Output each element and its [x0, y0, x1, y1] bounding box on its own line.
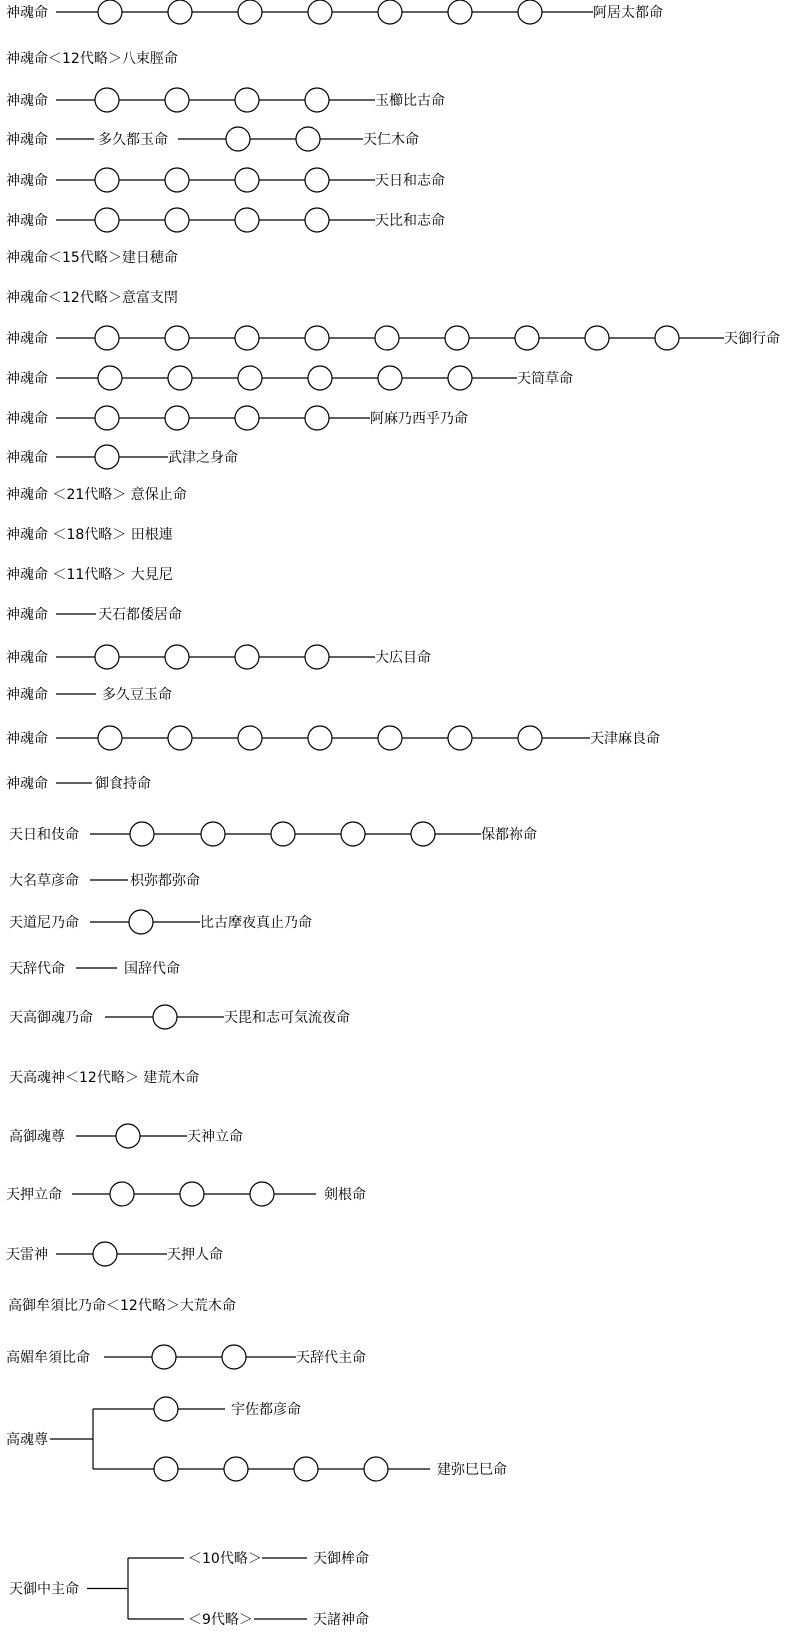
row-3-mid-name: 多久都玉命	[98, 132, 168, 148]
row-0-end-name: 阿居太都命	[593, 5, 663, 21]
row-27-generation-node	[180, 1182, 204, 1206]
row-2-generation-node	[235, 88, 259, 112]
row-2-generation-node	[305, 88, 329, 112]
row-10-generation-node	[95, 406, 119, 430]
row-9-start-name: 神魂命	[6, 371, 48, 387]
row-0-generation-node	[98, 0, 122, 24]
row-27-generation-node	[110, 1182, 134, 1206]
row-3-end-name: 天仁木命	[363, 132, 419, 148]
row-28-generation-node	[93, 1242, 117, 1266]
row-28-start-name: 天雷神	[6, 1247, 48, 1263]
row-11-generation-node	[95, 445, 119, 469]
row-16-start-name: 神魂命	[6, 650, 48, 666]
row-21-start-name: 大名草彦命	[9, 873, 79, 889]
row-4-generation-node	[95, 168, 119, 192]
row-31-branch-1-generation-node	[224, 1457, 248, 1481]
row-32-start-name: 天御中主命	[9, 1581, 79, 1598]
row-1-label: 神魂命＜12代略＞八束脛命	[6, 51, 178, 67]
row-10-generation-node	[305, 406, 329, 430]
row-10-generation-node	[235, 406, 259, 430]
row-4-generation-node	[305, 168, 329, 192]
row-28-end-name: 天押人命	[167, 1247, 223, 1263]
row-15-end-name: 天石都倭居命	[98, 607, 182, 623]
row-3-start-name: 神魂命	[6, 132, 48, 148]
row-10-end-name: 阿麻乃西乎乃命	[370, 411, 468, 427]
row-31-branch-1-generation-node	[154, 1457, 178, 1481]
row-8-generation-node	[585, 326, 609, 350]
row-19-start-name: 神魂命	[6, 776, 48, 792]
row-0-start-name: 神魂命	[6, 5, 48, 21]
row-18-generation-node	[308, 726, 332, 750]
row-2-end-name: 玉櫛比古命	[375, 93, 445, 109]
row-3-generation-node	[226, 127, 250, 151]
row-18-generation-node	[238, 726, 262, 750]
row-20-generation-node	[341, 822, 365, 846]
row-30-generation-node	[152, 1345, 176, 1369]
row-10-start-name: 神魂命	[6, 411, 48, 427]
row-22-start-name: 天道尼乃命	[9, 915, 79, 931]
row-25-label: 天高魂神＜12代略＞ 建荒木命	[9, 1070, 200, 1086]
row-2-generation-node	[165, 88, 189, 112]
row-10-generation-node	[165, 406, 189, 430]
row-0-generation-node	[448, 0, 472, 24]
row-20-generation-node	[411, 822, 435, 846]
row-18-generation-node	[378, 726, 402, 750]
row-8-generation-node	[165, 326, 189, 350]
row-15-start-name: 神魂命	[6, 607, 48, 623]
row-5-generation-node	[165, 208, 189, 232]
row-31-branch-0-generation-node	[154, 1397, 178, 1421]
row-24-start-name: 天高御魂乃命	[9, 1010, 93, 1026]
row-8-generation-node	[375, 326, 399, 350]
row-32-branch-1-gap-label: ＜9代略＞	[188, 1612, 253, 1628]
row-3-generation-node	[296, 127, 320, 151]
row-32-branch-0-gap-label: ＜10代略＞	[188, 1551, 262, 1567]
row-11-end-name: 武津之身命	[168, 450, 238, 466]
row-0-generation-node	[378, 0, 402, 24]
row-24-end-name: 天毘和志可気流夜命	[224, 1010, 350, 1026]
row-30-start-name: 高媚牟須比命	[6, 1350, 90, 1366]
row-9-generation-node	[238, 366, 262, 390]
row-13-label: 神魂命 ＜18代略＞ 田根連	[6, 527, 173, 543]
row-0-generation-node	[518, 0, 542, 24]
row-31-branch-1-generation-node	[364, 1457, 388, 1481]
row-8-generation-node	[515, 326, 539, 350]
row-27-generation-node	[250, 1182, 274, 1206]
row-5-generation-node	[305, 208, 329, 232]
row-30-end-name: 天辞代主命	[296, 1350, 366, 1366]
row-18-generation-node	[518, 726, 542, 750]
row-8-generation-node	[655, 326, 679, 350]
row-31-branch-1-end-name: 建弥巳巳命	[437, 1462, 507, 1478]
row-23-end-name: 国辞代命	[124, 961, 180, 977]
row-31-branch-0-end-name: 宇佐都彦命	[231, 1402, 301, 1418]
row-26-generation-node	[116, 1124, 140, 1148]
row-16-generation-node	[165, 645, 189, 669]
row-27-end-name: 剣根命	[324, 1187, 366, 1203]
row-23-start-name: 天辞代命	[9, 961, 65, 977]
row-0-generation-node	[168, 0, 192, 24]
row-5-generation-node	[95, 208, 119, 232]
row-4-generation-node	[235, 168, 259, 192]
row-20-start-name: 天日和伎命	[9, 827, 79, 843]
row-18-end-name: 天津麻良命	[590, 731, 660, 747]
row-26-end-name: 天神立命	[187, 1129, 243, 1145]
row-5-end-name: 天比和志命	[375, 213, 445, 229]
row-8-generation-node	[235, 326, 259, 350]
row-2-start-name: 神魂命	[6, 93, 48, 109]
row-0-generation-node	[238, 0, 262, 24]
row-20-generation-node	[271, 822, 295, 846]
row-8-end-name: 天御行命	[724, 331, 780, 347]
row-9-generation-node	[168, 366, 192, 390]
row-32-branch-1-end-name: 天諸神命	[313, 1612, 369, 1628]
row-16-generation-node	[305, 645, 329, 669]
row-24-generation-node	[153, 1005, 177, 1029]
row-20-generation-node	[201, 822, 225, 846]
row-31-start-name: 高魂尊	[6, 1432, 48, 1448]
row-8-generation-node	[305, 326, 329, 350]
row-4-end-name: 天日和志命	[375, 173, 445, 189]
row-22-end-name: 比古摩夜真止乃命	[200, 915, 312, 931]
row-2-generation-node	[95, 88, 119, 112]
row-17-end-name: 多久豆玉命	[102, 687, 172, 703]
row-20-end-name: 保都祢命	[481, 827, 537, 843]
row-32-branch-0-end-name: 天御桙命	[313, 1551, 369, 1567]
row-26-start-name: 高御魂尊	[9, 1129, 65, 1145]
row-20-generation-node	[130, 822, 154, 846]
row-11-start-name: 神魂命	[6, 450, 48, 466]
row-30-generation-node	[222, 1345, 246, 1369]
row-0-generation-node	[308, 0, 332, 24]
row-5-generation-node	[235, 208, 259, 232]
row-8-generation-node	[95, 326, 119, 350]
row-16-generation-node	[95, 645, 119, 669]
row-9-generation-node	[308, 366, 332, 390]
row-8-start-name: 神魂命	[6, 331, 48, 347]
row-16-end-name: 大広目命	[375, 650, 431, 666]
row-18-generation-node	[98, 726, 122, 750]
row-7-label: 神魂命＜12代略＞意富支閇	[6, 290, 178, 306]
row-4-start-name: 神魂命	[6, 173, 48, 189]
row-17-start-name: 神魂命	[6, 687, 48, 703]
row-9-end-name: 天筒草命	[517, 371, 573, 387]
row-19-end-name: 御食持命	[95, 776, 151, 792]
row-14-label: 神魂命 ＜11代略＞ 大見尼	[6, 567, 173, 583]
row-4-generation-node	[165, 168, 189, 192]
row-5-start-name: 神魂命	[6, 213, 48, 229]
row-9-generation-node	[98, 366, 122, 390]
row-31-branch-1-generation-node	[294, 1457, 318, 1481]
row-8-generation-node	[445, 326, 469, 350]
row-12-label: 神魂命 ＜21代略＞ 意保止命	[6, 487, 187, 503]
row-22-generation-node	[129, 910, 153, 934]
row-9-generation-node	[378, 366, 402, 390]
row-29-label: 高御牟須比乃命＜12代略＞大荒木命	[8, 1298, 236, 1314]
row-18-generation-node	[448, 726, 472, 750]
row-21-end-name: 枳弥都弥命	[130, 873, 200, 889]
row-18-generation-node	[168, 726, 192, 750]
row-6-label: 神魂命＜15代略＞建日穂命	[6, 250, 178, 266]
row-27-start-name: 天押立命	[6, 1187, 62, 1203]
row-9-generation-node	[448, 366, 472, 390]
row-16-generation-node	[235, 645, 259, 669]
row-18-start-name: 神魂命	[6, 731, 48, 747]
